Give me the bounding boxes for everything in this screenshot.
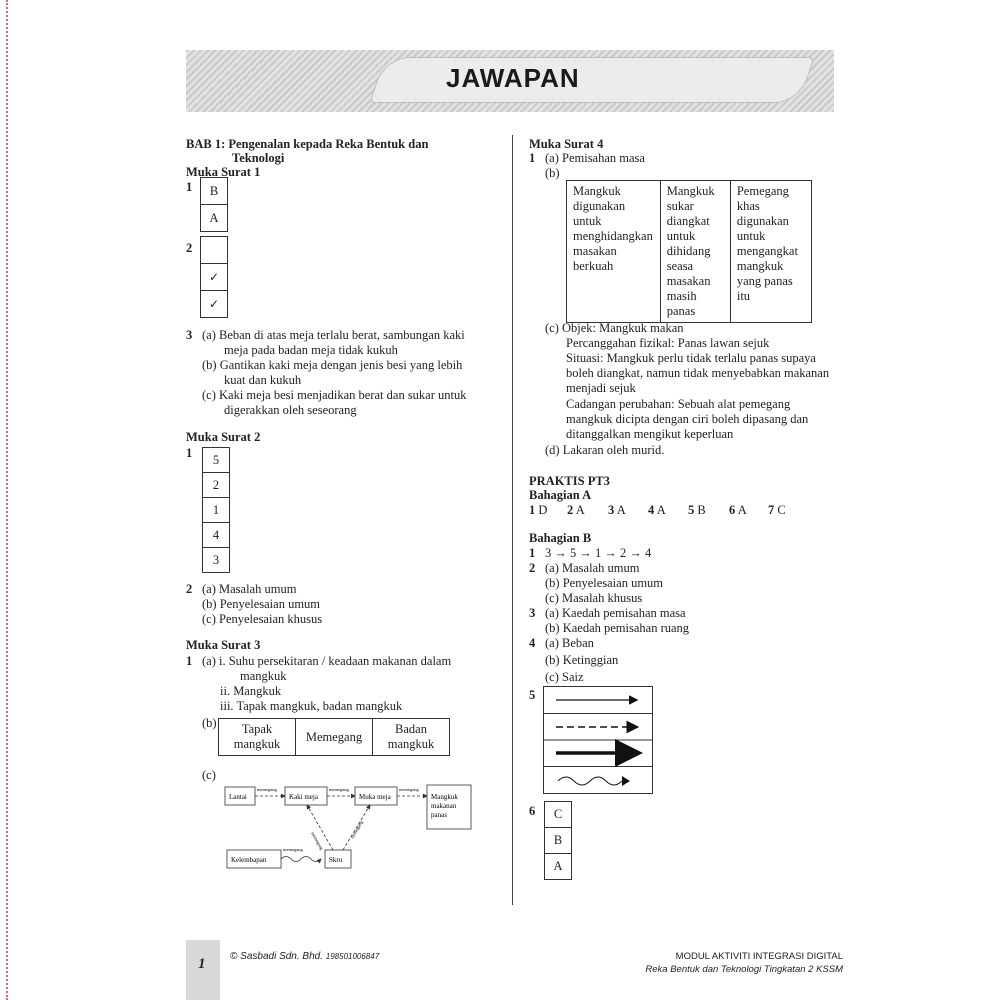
copyright-text: © Sasbadi Sdn. Bhd. — [230, 951, 323, 962]
ms4-q1c-line: Situasi: Mangkuk perlu tidak terlalu panas supaya — [566, 351, 816, 365]
answer-number: 4 — [648, 503, 655, 517]
q3c-text: (c) Kaki meja besi menjadikan berat dan sukar untuk — [202, 388, 467, 402]
q3a-text-line2: meja pada badan meja tidak kukuh — [224, 343, 398, 357]
b4b: (b) Ketinggian — [545, 653, 619, 667]
ms2-q2-number: 2 — [186, 582, 193, 596]
q3c-text-line2: digerakkan oleh seseorang — [224, 403, 357, 417]
b4a: (a) Beban — [545, 636, 594, 650]
table-cell: Mangkuk sukar diangkat untuk dihidang seasa masakan masih panas — [660, 181, 730, 323]
ms4-q1c-line: mangkuk dicipta dengan ciri boleh dipasang dan — [566, 412, 809, 426]
ms2-q2a: (a) Masalah umum — [202, 582, 297, 596]
ms4-q1-number: 1 — [529, 151, 536, 165]
diagram-edge-label: memegang — [349, 819, 364, 840]
heading-bahagian-a: Bahagian A — [529, 488, 592, 502]
sequence-cell: Tapak mangkuk — [218, 718, 296, 756]
ms3-q1a-iii: iii. Tapak mangkuk, badan mangkuk — [220, 699, 403, 713]
answer-letter: B — [697, 503, 706, 517]
diagram-node: Lantai — [229, 793, 247, 801]
bahagian-a-answer — [648, 503, 666, 518]
answer-box: A — [544, 853, 572, 880]
diagram-node: Kelembapan — [231, 856, 267, 864]
b5-number: 5 — [529, 688, 536, 702]
diagram-node-line: Mangkuk — [431, 793, 458, 801]
heading-muka-surat-2: Muka Surat 2 — [186, 430, 261, 444]
b6-number: 6 — [529, 804, 536, 818]
q2-number: 2 — [186, 241, 193, 255]
subject-title: Reka Bentuk dan Teknologi Tingkatan 2 KSSM — [645, 964, 843, 975]
diagram-node: Skru — [329, 856, 343, 864]
tick-box: ✓ — [200, 263, 228, 291]
answer-number: 2 — [567, 503, 574, 517]
answer-letter: A — [616, 503, 626, 517]
ms3-q1a-i-line2: mangkuk — [240, 669, 287, 683]
heading-praktis-pt3: PRAKTIS PT3 — [529, 474, 610, 488]
table-cell: Pemegang khas digunakan untuk mengangkat mangkuk yang panas itu — [730, 181, 811, 323]
answer-number: 5 — [688, 503, 695, 517]
b3a: (a) Kaedah pemisahan masa — [545, 606, 686, 620]
answer-number: 6 — [729, 503, 736, 517]
diagram-edge-label: memegang — [257, 787, 277, 792]
force-diagram — [215, 775, 475, 880]
analysis-table — [566, 180, 812, 323]
diagram-wavy-edge — [281, 857, 321, 862]
diagram-node: Muka meja — [359, 793, 391, 801]
margin-dotted-line — [6, 0, 8, 1000]
wavy-arrowhead — [622, 776, 630, 786]
ms2-q2b: (b) Penyelesaian umum — [202, 597, 321, 611]
diagram-node-multiline — [431, 793, 458, 819]
ms4-q1c-line: boleh diangkat, namun tidak menyebabkan makanan — [566, 366, 830, 380]
table-cell: Mangkuk digunakan untuk menghidangkan masakan berkuah — [567, 181, 661, 323]
ms3-c-label: (c) — [202, 768, 216, 782]
ms4-q1a: (a) Pemisahan masa — [545, 151, 645, 165]
diagram-node-line: panas — [431, 811, 447, 819]
diagram-node: Kaki meja — [289, 793, 318, 801]
sequence-box: 4 — [202, 522, 230, 548]
sequence-cell: Memegang — [295, 718, 373, 756]
answer-letter: A — [575, 503, 585, 517]
ms3-q1a-ii: ii. Mangkuk — [220, 684, 282, 698]
module-title: MODUL AKTIVITI INTEGRASI DIGITAL — [675, 951, 843, 962]
bahagian-a-answer — [768, 503, 786, 518]
ms3-b-label: (b) — [202, 716, 217, 730]
ms4-q1c-line: Percanggahan fizikal: Panas lawan sejuk — [566, 336, 770, 350]
answer-letter: A — [656, 503, 666, 517]
b2-number: 2 — [529, 561, 536, 575]
bab1-title: BAB 1: Pengenalan kepada Reka Bentuk dan — [186, 137, 429, 151]
ms4-q1c: (c) Objek: Mangkuk makan — [545, 321, 684, 335]
bahagian-a-answer — [688, 503, 706, 518]
page-number: 1 — [198, 956, 206, 972]
answer-number: 3 — [608, 503, 615, 517]
ms4-q1c-line: ditanggalkan mengikut keperluan — [566, 427, 734, 441]
heading-muka-surat-3: Muka Surat 3 — [186, 638, 261, 652]
answer-box: B — [544, 827, 572, 854]
bahagian-a-answer — [608, 503, 626, 518]
ms4-q1b-label: (b) — [545, 166, 560, 180]
answer-box: A — [200, 204, 228, 232]
tick-box — [200, 236, 228, 264]
heading-muka-surat-1: Muka Surat 1 — [186, 165, 261, 179]
ms4-q1c-line: menjadi sejuk — [566, 381, 636, 395]
diagram-edge-label: memegang — [329, 787, 349, 792]
b2b: (b) Penyelesaian umum — [545, 576, 664, 590]
bahagian-a-answers — [529, 503, 547, 518]
bahagian-a-answer — [729, 503, 747, 518]
answer-box: C — [544, 801, 572, 828]
line-types-graphic — [544, 687, 652, 793]
diagram-edge-label: memegang — [399, 787, 419, 792]
answer-number: 7 — [768, 503, 775, 517]
sequence-cell: Badan mangkuk — [372, 718, 450, 756]
ms3-q1a-i: (a) i. Suhu persekitaran / keadaan makanan dalam — [202, 654, 452, 668]
answer-box: B — [200, 177, 228, 205]
heading-muka-surat-4: Muka Surat 4 — [529, 137, 604, 151]
answer-letter: C — [777, 503, 786, 517]
q3-number: 3 — [186, 328, 193, 342]
q3b-text-line2: kuat dan kukuh — [224, 373, 302, 387]
b1-number: 1 — [529, 546, 536, 560]
wavy-line — [558, 777, 622, 785]
banner-pill — [371, 58, 813, 102]
copyright — [230, 949, 379, 964]
heading-bahagian-b: Bahagian B — [529, 531, 592, 545]
tick-box: ✓ — [200, 290, 228, 318]
registration-number: 198501006847 — [325, 952, 380, 961]
b2c: (c) Masalah khusus — [545, 591, 643, 605]
b3-number: 3 — [529, 606, 536, 620]
b1-sequence: 3 → 5 → 1 → 2 → 4 — [545, 546, 652, 560]
bahagian-a-answer — [567, 503, 585, 518]
ms2-q1-number: 1 — [186, 446, 193, 460]
b3b: (b) Kaedah pemisahan ruang — [545, 621, 690, 635]
diagram-edge-label: memegang — [283, 847, 303, 852]
ms3-q1-number: 1 — [186, 654, 193, 668]
sequence-box: 2 — [202, 472, 230, 498]
sequence-box: 3 — [202, 547, 230, 573]
diagram-edge-label: memegang — [310, 831, 325, 851]
q1-number: 1 — [186, 180, 193, 194]
column-divider — [512, 135, 513, 905]
page-number-tab — [186, 940, 220, 1000]
answer-number: 1 — [529, 503, 536, 517]
bab1-title-line2: Teknologi — [232, 151, 285, 165]
sequence-box: 5 — [202, 447, 230, 473]
q3b-text: (b) Gantikan kaki meja dengan jenis besi yang lebih — [202, 358, 463, 372]
answer-letter: D — [538, 503, 548, 517]
header-banner — [186, 50, 834, 112]
diagram-node-line: makanan — [431, 802, 457, 810]
page-title: JAWAPAN — [446, 63, 580, 93]
ms4-q1c-line: Cadangan perubahan: Sebuah alat pemegang — [566, 397, 791, 411]
ms4-q1d: (d) Lakaran oleh murid. — [545, 443, 665, 457]
b2a: (a) Masalah umum — [545, 561, 640, 575]
q3a-text: (a) Beban di atas meja terlalu berat, sambungan kaki — [202, 328, 465, 342]
line-type-table — [543, 686, 653, 794]
b4c: (c) Saiz — [545, 670, 584, 684]
answer-letter: A — [737, 503, 747, 517]
sequence-box: 1 — [202, 497, 230, 523]
ms2-q2c: (c) Penyelesaian khusus — [202, 612, 323, 626]
b4-number: 4 — [529, 636, 536, 650]
